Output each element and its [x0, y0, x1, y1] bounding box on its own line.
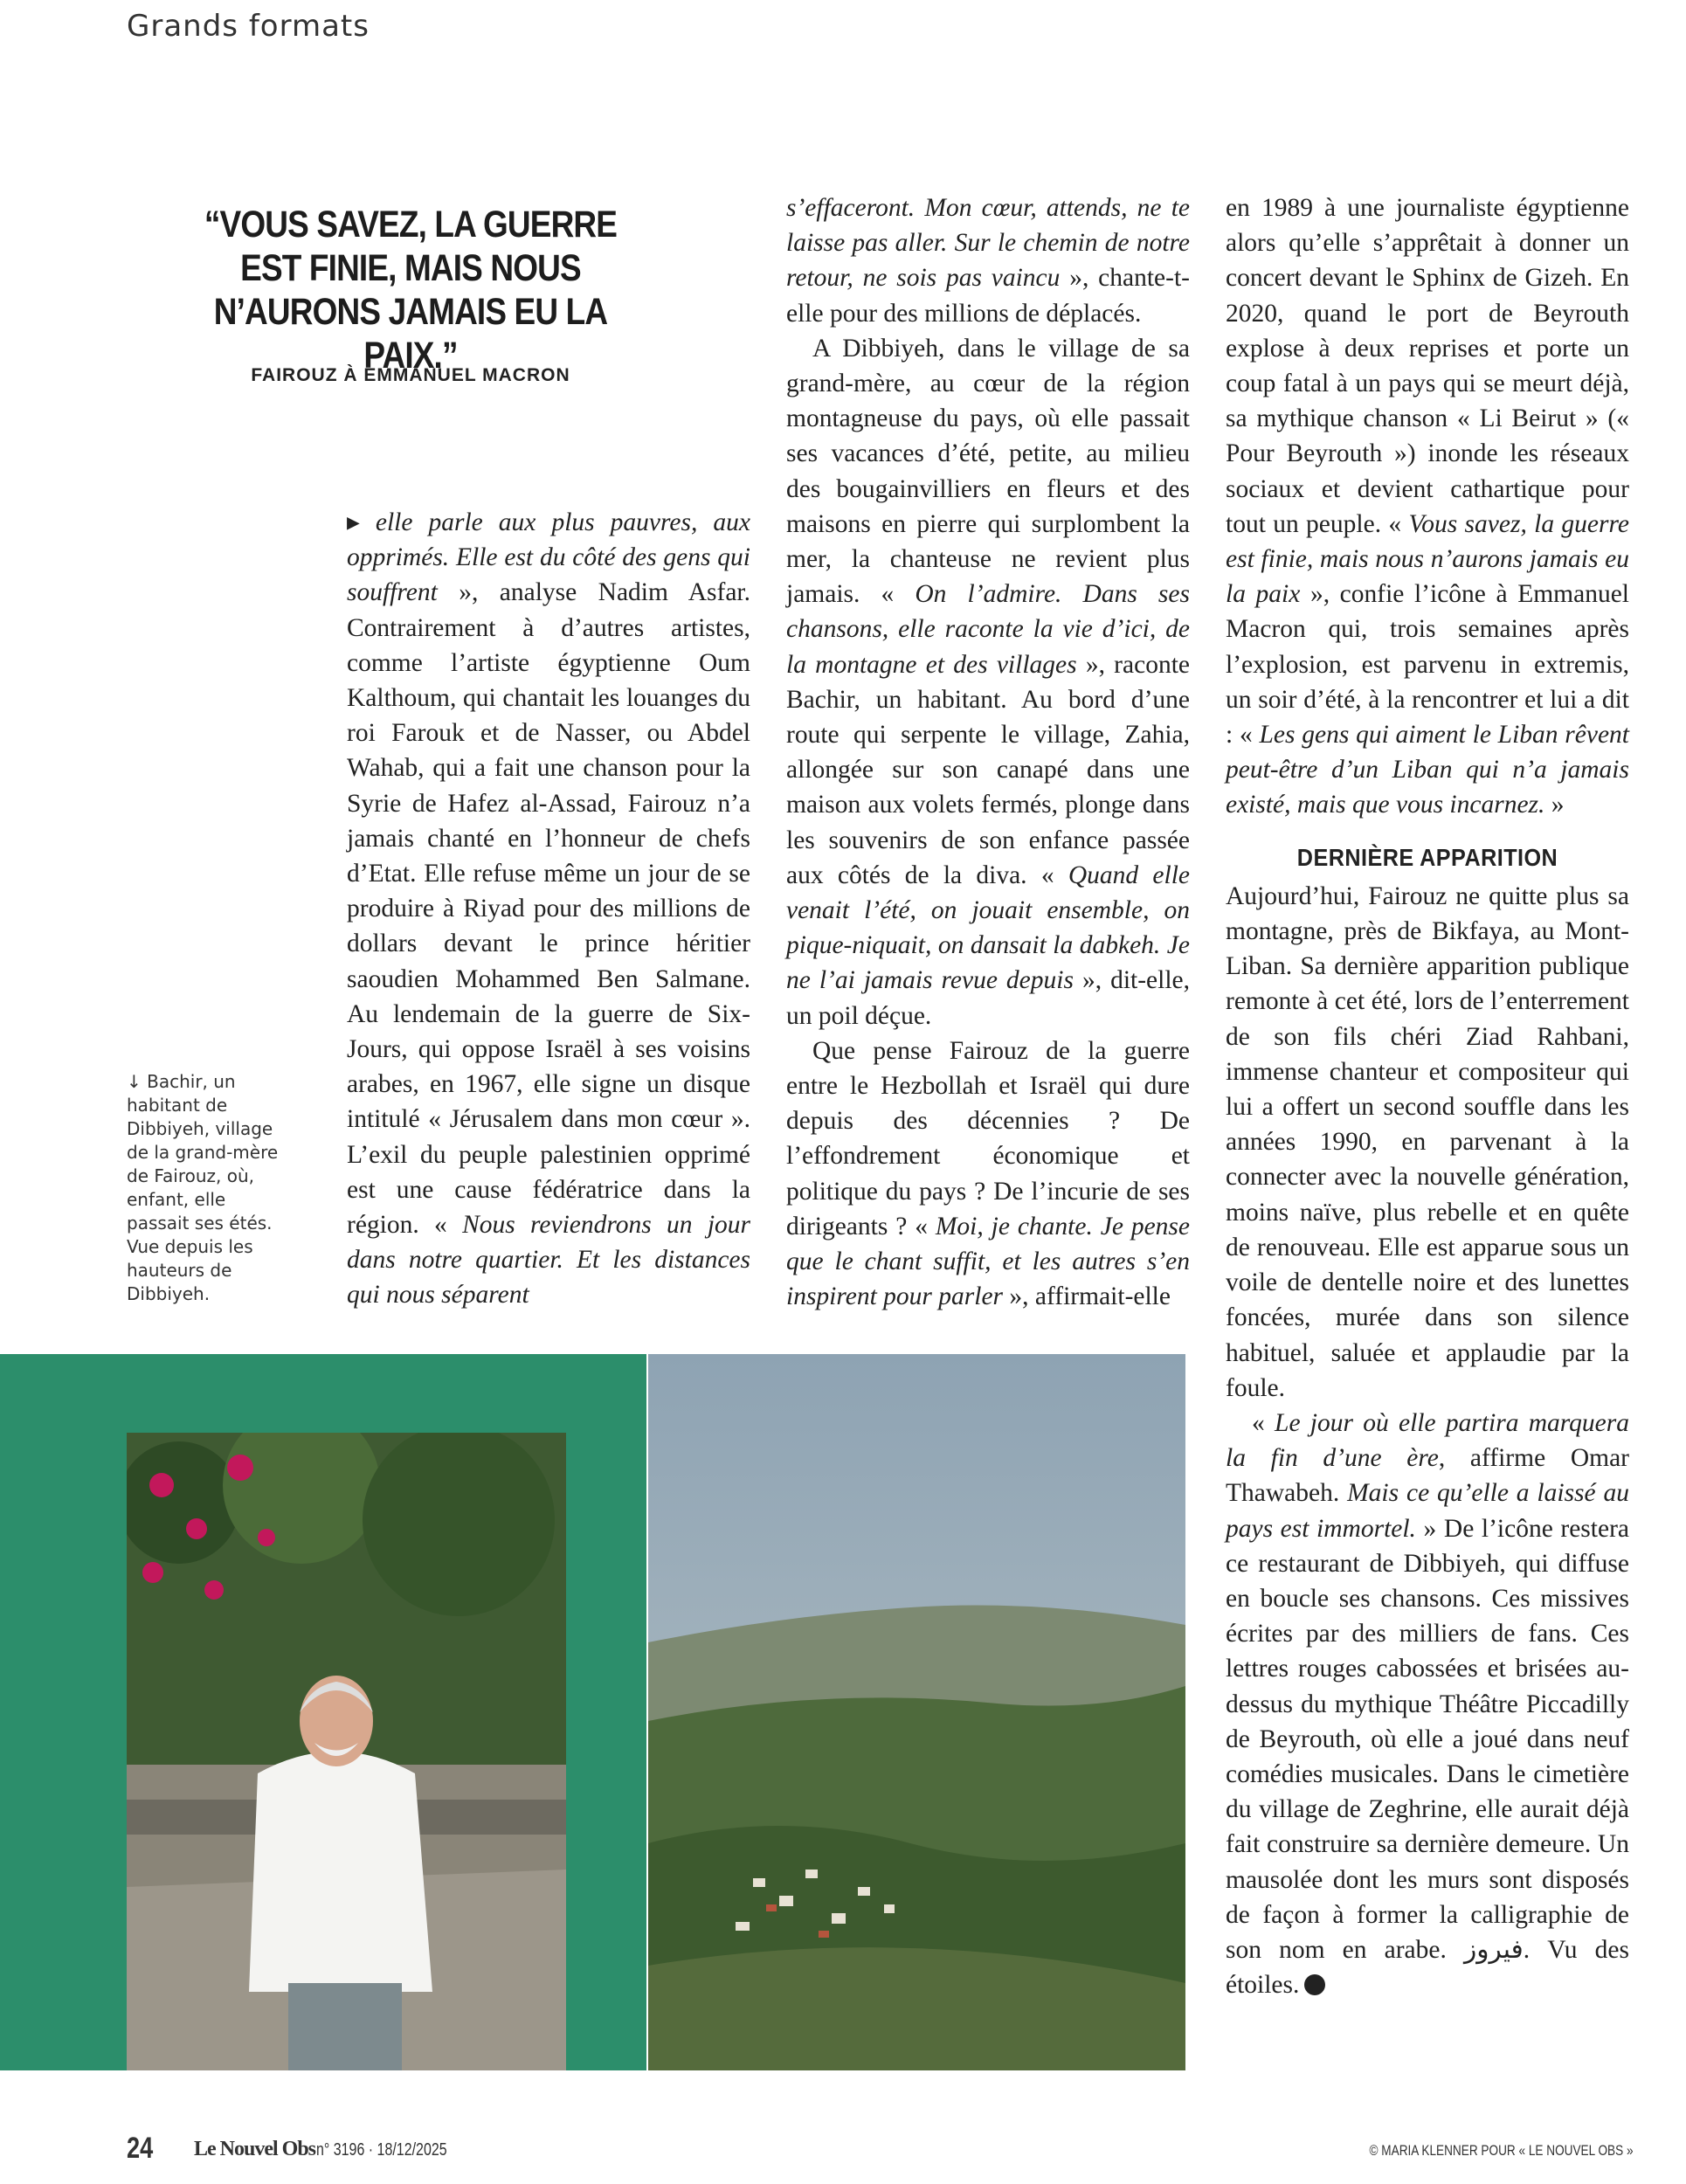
italic-quote: s’effaceront. Mon cœur, attends, ne te laisse pas aller. Sur le chemin de notre retour, ne sois pas vaincu — [786, 194, 1190, 293]
italic-quote: Moi, je chante. Je pense que le chant suffit, et les autres s’en inspirent pour parler — [786, 1212, 1190, 1311]
text-run: , affirme Omar Thawabeh. — [1226, 1444, 1629, 1508]
paragraph — [1226, 879, 1629, 1406]
italic-quote: Le jour où elle partira marquera la fin d’une ère — [1226, 1408, 1630, 1473]
text-run: ▸ — [347, 508, 376, 536]
subheading: DERNIÈRE APPARITION — [1296, 843, 1558, 871]
article-column-1 — [347, 505, 750, 1313]
italic-quote: Vous savez, la guerre est finie, mais nous n’aurons jamais eu la paix — [1226, 509, 1629, 609]
paragraph — [1226, 1406, 1629, 2002]
issue-info: n° 3196 · 18/12/2025 — [316, 2140, 447, 2160]
text-run: », raconte Bachir, un habitant. Au bord d’une route qui serpente le village, Zahia, allongée sur son canapé dans une maison aux volets fermés, plonge dans les souvenirs de son enfance passée aux côtés de la diva. « — [786, 650, 1190, 889]
page-number: 24 — [127, 2132, 154, 2165]
paragraph — [786, 331, 1190, 1033]
italic-quote: On l’admire. Dans ses chansons, elle raconte la vie d’ici, de la montagne et des villages — [786, 580, 1190, 679]
text-run: » — [1544, 791, 1565, 819]
italic-quote: Nous reviendrons un jour dans notre quartier. Et les distances qui nous séparent — [347, 1211, 751, 1310]
magazine-logo: Le Nouvel Obs — [194, 2138, 316, 2160]
text-run: A Dibbiyeh, dans le village de sa grand-mère, au cœur de la région montagneuse du pays, où elle passait ses vacances d’été, petite, au milieu des bougainvilliers en fleurs et des maisons en pierre qui surplombent la mer, la chanteuse ne revient plus jamais. « — [786, 334, 1190, 609]
text-run: Aujourd’hui, Fairouz ne quitte plus sa montagne, près de Bikfaya, au Mont-Liban. Sa dernière apparition publique remonte à cet été, lors de l’enterrement de son fils chéri Ziad Rahbani, immense chanteur et compositeur qui lui a offert un second souffle dans les années 1990, en parvenant à la connecter avec la nouvelle génération, moins naïve, plus rebelle et en quête de renouveau. Elle est apparue sous un voile de dentelle noire et des lunettes foncées, murée dans son silence habituel, saluée et applaudie par la foule. — [1226, 881, 1629, 1402]
paragraph — [786, 1033, 1190, 1315]
italic-quote: Les gens qui aiment le Liban rêvent peut-être d’un Liban qui n’a jamais existé, mais que vous incarnez. — [1226, 721, 1630, 819]
section-label: Grands formats — [127, 9, 370, 44]
end-of-article-mark — [1304, 1974, 1325, 1995]
text-run: », chante-t-elle pour des millions de déplacés. — [786, 264, 1190, 328]
portrait-photo-bachir — [127, 1433, 566, 2070]
text-run: », affirmait-elle — [1003, 1282, 1171, 1311]
text-run: en 1989 à une journaliste égyptienne alors qu’elle s’apprêtait à donner un concert devant le Sphinx de Gizeh. En 2020, quand le port de Beyrouth explose à deux reprises et porte un coup fatal à un pays qui se meurt déjà, sa mythique chanson « Li Beirut » (« Pour Beyrouth ») inonde les réseaux sociaux et devient cathartique pour tout un peuple. « — [1226, 194, 1629, 538]
italic-quote: Quand elle venait l’été, on jouait ensemble, on pique-niquait, on dansait la dabkeh. Je ne l’ai jamais revue depuis — [786, 860, 1190, 995]
text-run: », confie l’icône à Emmanuel Macron qui, trois semaines après l’explosion, est parvenu in extremis, un soir d’été, à la rencontrer et lui a dit : « — [1226, 580, 1629, 750]
text-run: », analyse Nadim Asfar. Contrairement à d’autres artistes, comme l’artiste égyptienne Oum Kalthoum, qui chantait les louanges du roi Farouk et de Nasser, ou Abdel Wahab, qui a fait une chanson pour la Syrie de Hafez al-Assad, Fairouz n’a jamais chanté en l’honneur de chefs d’Etat. Elle refuse même un jour de se produire à Riyad pour des millions de dollars devant le prince héritier saoudien Mohammed Ben Salmane. Au lendemain de la guerre de Six-Jours, qui oppose Israël à ses voisins arabes, en 1967, elle signe un disque intitulé « Jérusalem dans mon cœur ». L’exil du peuple palestinien opprimé est une cause fédératrice dans la région. « — [347, 578, 750, 1240]
text-run: « — [1252, 1408, 1275, 1437]
photo-caption: ↓ Bachir, un habitant de Dibbiyeh, village de la grand-mère de Fairouz, où, enfant, elle passait ses étés. Vue depuis les hauteurs de Dibbiyeh. — [127, 1071, 279, 1304]
text-run: », dit-elle, un poil déçue. — [786, 966, 1191, 1030]
pull-quote-attribution: FAIROUZ À EMMANUEL MACRON — [251, 365, 570, 385]
italic-quote: elle parle aux plus pauvres, aux opprimés. Elle est du côté des gens qui souffrent — [347, 508, 750, 607]
paragraph — [1226, 190, 1629, 823]
landscape-photo-dibbiyeh — [648, 1354, 1185, 2070]
italic-quote: Mais ce qu’elle a laissé au pays est immortel. — [1226, 1479, 1629, 1543]
pull-quote: “VOUS SAVEZ, LA GUERRE EST FINIE, MAIS NOUS N’AURONS JAMAIS EU LA PAIX.” — [204, 204, 618, 377]
paragraph — [347, 505, 750, 1313]
photo-credit: © MARIA KLENNER POUR « LE NOUVEL OBS » — [1369, 2142, 1634, 2159]
paragraph — [786, 190, 1190, 331]
text-run: » De l’icône restera ce restaurant de Dibbiyeh, qui diffuse en boucle ses chansons. Ces missives écrites par des milliers de fans. Ces lettres rouges cabossées et brisées au-dessus du mythique Théâtre Piccadilly de Beyrouth, où elle a joué dans neuf comédies musicales. Dans le cimetière du village de Zeghrine, elle aurait déjà fait construire sa dernière demeure. Un mausolée dont les murs sont disposés de façon à former la calligraphie de son nom en arabe. فيروز. Vu des étoiles. — [1226, 1514, 1630, 2000]
text-run: Que pense Fairouz de la guerre entre le Hezbollah et Israël qui dure depuis des décennies ? De l’effondrement économique et politique du pays ? De l’incurie de ses dirigeants ? « — [786, 1036, 1190, 1241]
article-column-2 — [786, 190, 1190, 1315]
article-column-3 — [1226, 190, 1629, 2002]
